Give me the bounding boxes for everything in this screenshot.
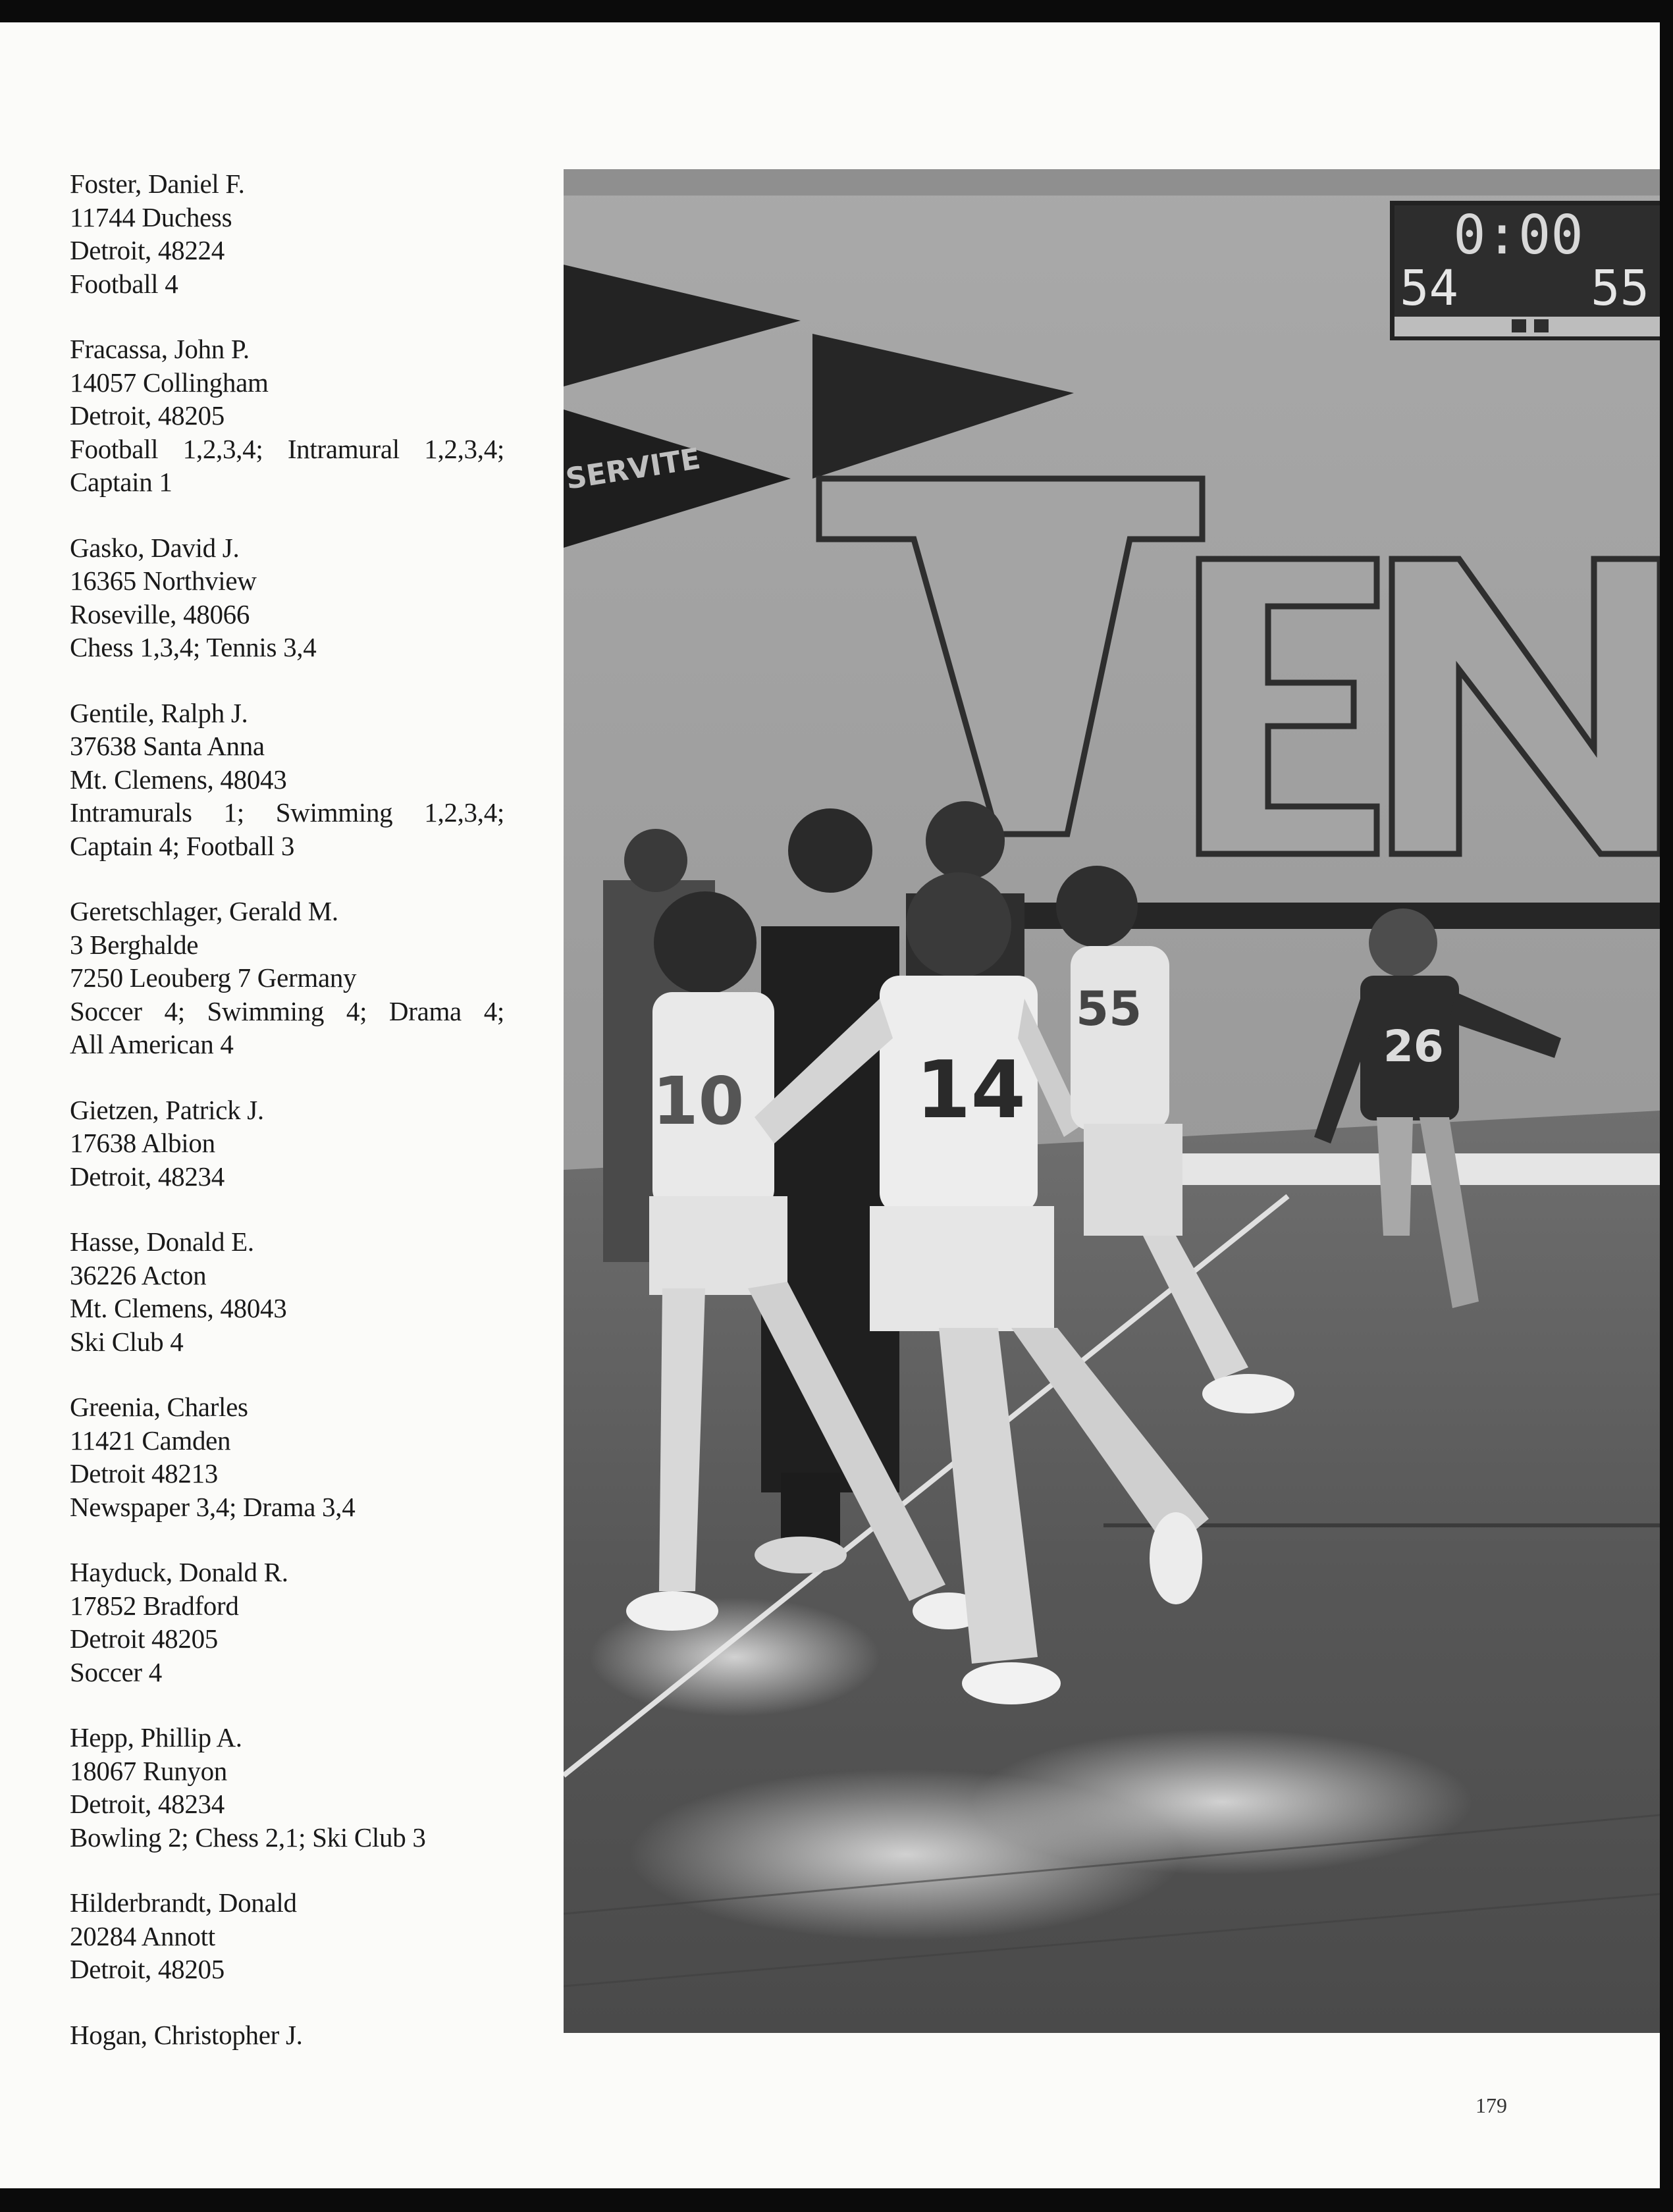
student-name: Gietzen, Patrick J. [70, 1094, 264, 1125]
roster-entry [70, 531, 504, 664]
roster-line: Detroit, 48224 [70, 235, 225, 265]
scoreboard-clock: 0:00 [1453, 204, 1583, 267]
roster-entry [70, 1093, 504, 1194]
roster-line: 17852 Bradford [70, 1590, 239, 1621]
student-name: Gasko, David J. [70, 532, 240, 563]
scoreboard-away-score: 55 [1591, 260, 1650, 317]
student-name: Foster, Daniel F. [70, 169, 245, 199]
student-name: Hepp, Phillip A. [70, 1722, 242, 1752]
roster-entry [70, 1390, 504, 1523]
roster-line: 17638 Albion [70, 1128, 215, 1158]
roster-line: Soccer 4 [70, 1656, 162, 1687]
roster-line: Mt. Clemens, 48043 [70, 764, 287, 795]
jersey-number-26: 26 [1383, 1021, 1444, 1072]
roster-line: 18067 Runyon [70, 1755, 227, 1786]
basketball-celebration-photo [564, 169, 1660, 2033]
roster-line: 7250 Leouberg 7 Germany [70, 962, 357, 993]
roster-entry [70, 1886, 504, 1986]
jersey-number-10: 10 [652, 1063, 745, 1140]
roster-line: All American 4 [70, 1029, 234, 1059]
roster-line: Detroit, 48205 [70, 400, 225, 431]
roster-line: 20284 Annott [70, 1920, 215, 1951]
roster-line: Captain 1 [70, 467, 173, 497]
roster-line: 11744 Duchess [70, 201, 232, 232]
jersey-number-14: 14 [916, 1045, 1026, 1136]
roster-line: Detroit 48213 [70, 1458, 218, 1488]
roster-entry [70, 332, 504, 499]
pennant-text: SERVITE [564, 442, 703, 496]
roster-line: Mt. Clemens, 48043 [70, 1293, 287, 1323]
roster-entry [70, 697, 504, 863]
roster-line: Captain 4; Football 3 [70, 830, 295, 861]
scoreboard [1390, 201, 1660, 340]
roster-line: 11421 Camden [70, 1425, 231, 1456]
senior-roster-column [70, 167, 504, 2051]
roster-line: Chess 1,3,4; Tennis 3,4 [70, 632, 317, 662]
student-name: Hasse, Donald E. [70, 1226, 254, 1257]
roster-line: 14057 Collingham [70, 367, 269, 398]
scoreboard-home-score: 54 [1400, 260, 1459, 317]
roster-line: Bowling 2; Chess 2,1; Ski Club 3 [70, 1822, 426, 1853]
roster-line: Football 1,2,3,4; Intramural 1,2,3,4; [70, 433, 504, 464]
roster-entry [70, 1225, 504, 1358]
roster-line: Intramurals 1; Swimming 1,2,3,4; [70, 797, 504, 828]
roster-line: Detroit, 48234 [70, 1789, 225, 1819]
student-name: Greenia, Charles [70, 1392, 248, 1422]
student-name: Fracassa, John P. [70, 334, 250, 364]
roster-entry [70, 1721, 504, 1854]
roster-line: 3 Berghalde [70, 929, 199, 960]
roster-line: Detroit, 48205 [70, 1954, 225, 1984]
roster-entry [70, 895, 504, 1061]
roster-entry [70, 2018, 504, 2052]
jersey-number-55: 55 [1076, 981, 1142, 1036]
roster-line: Detroit 48205 [70, 1623, 218, 1654]
roster-entry [70, 167, 504, 300]
student-name: Geretschlager, Gerald M. [70, 896, 338, 926]
roster-entry [70, 1556, 504, 1689]
roster-line: Ski Club 4 [70, 1326, 184, 1357]
roster-line: 36226 Acton [70, 1259, 207, 1290]
student-name: Hayduck, Donald R. [70, 1557, 288, 1587]
roster-line: 37638 Santa Anna [70, 731, 265, 761]
page-number: 179 [1475, 2094, 1507, 2117]
roster-line: Detroit, 48234 [70, 1161, 225, 1192]
roster-line: Football 4 [70, 268, 178, 299]
roster-line: 16365 Northview [70, 566, 257, 596]
student-name: Hilderbrandt, Donald [70, 1887, 297, 1918]
student-name: Hogan, Christopher J. [70, 2019, 303, 2050]
roster-line: Soccer 4; Swimming 4; Drama 4; [70, 995, 504, 1026]
roster-line: Newspaper 3,4; Drama 3,4 [70, 1491, 356, 1522]
yearbook-page [0, 22, 1660, 2188]
student-name: Gentile, Ralph J. [70, 697, 248, 728]
roster-line: Roseville, 48066 [70, 598, 250, 629]
